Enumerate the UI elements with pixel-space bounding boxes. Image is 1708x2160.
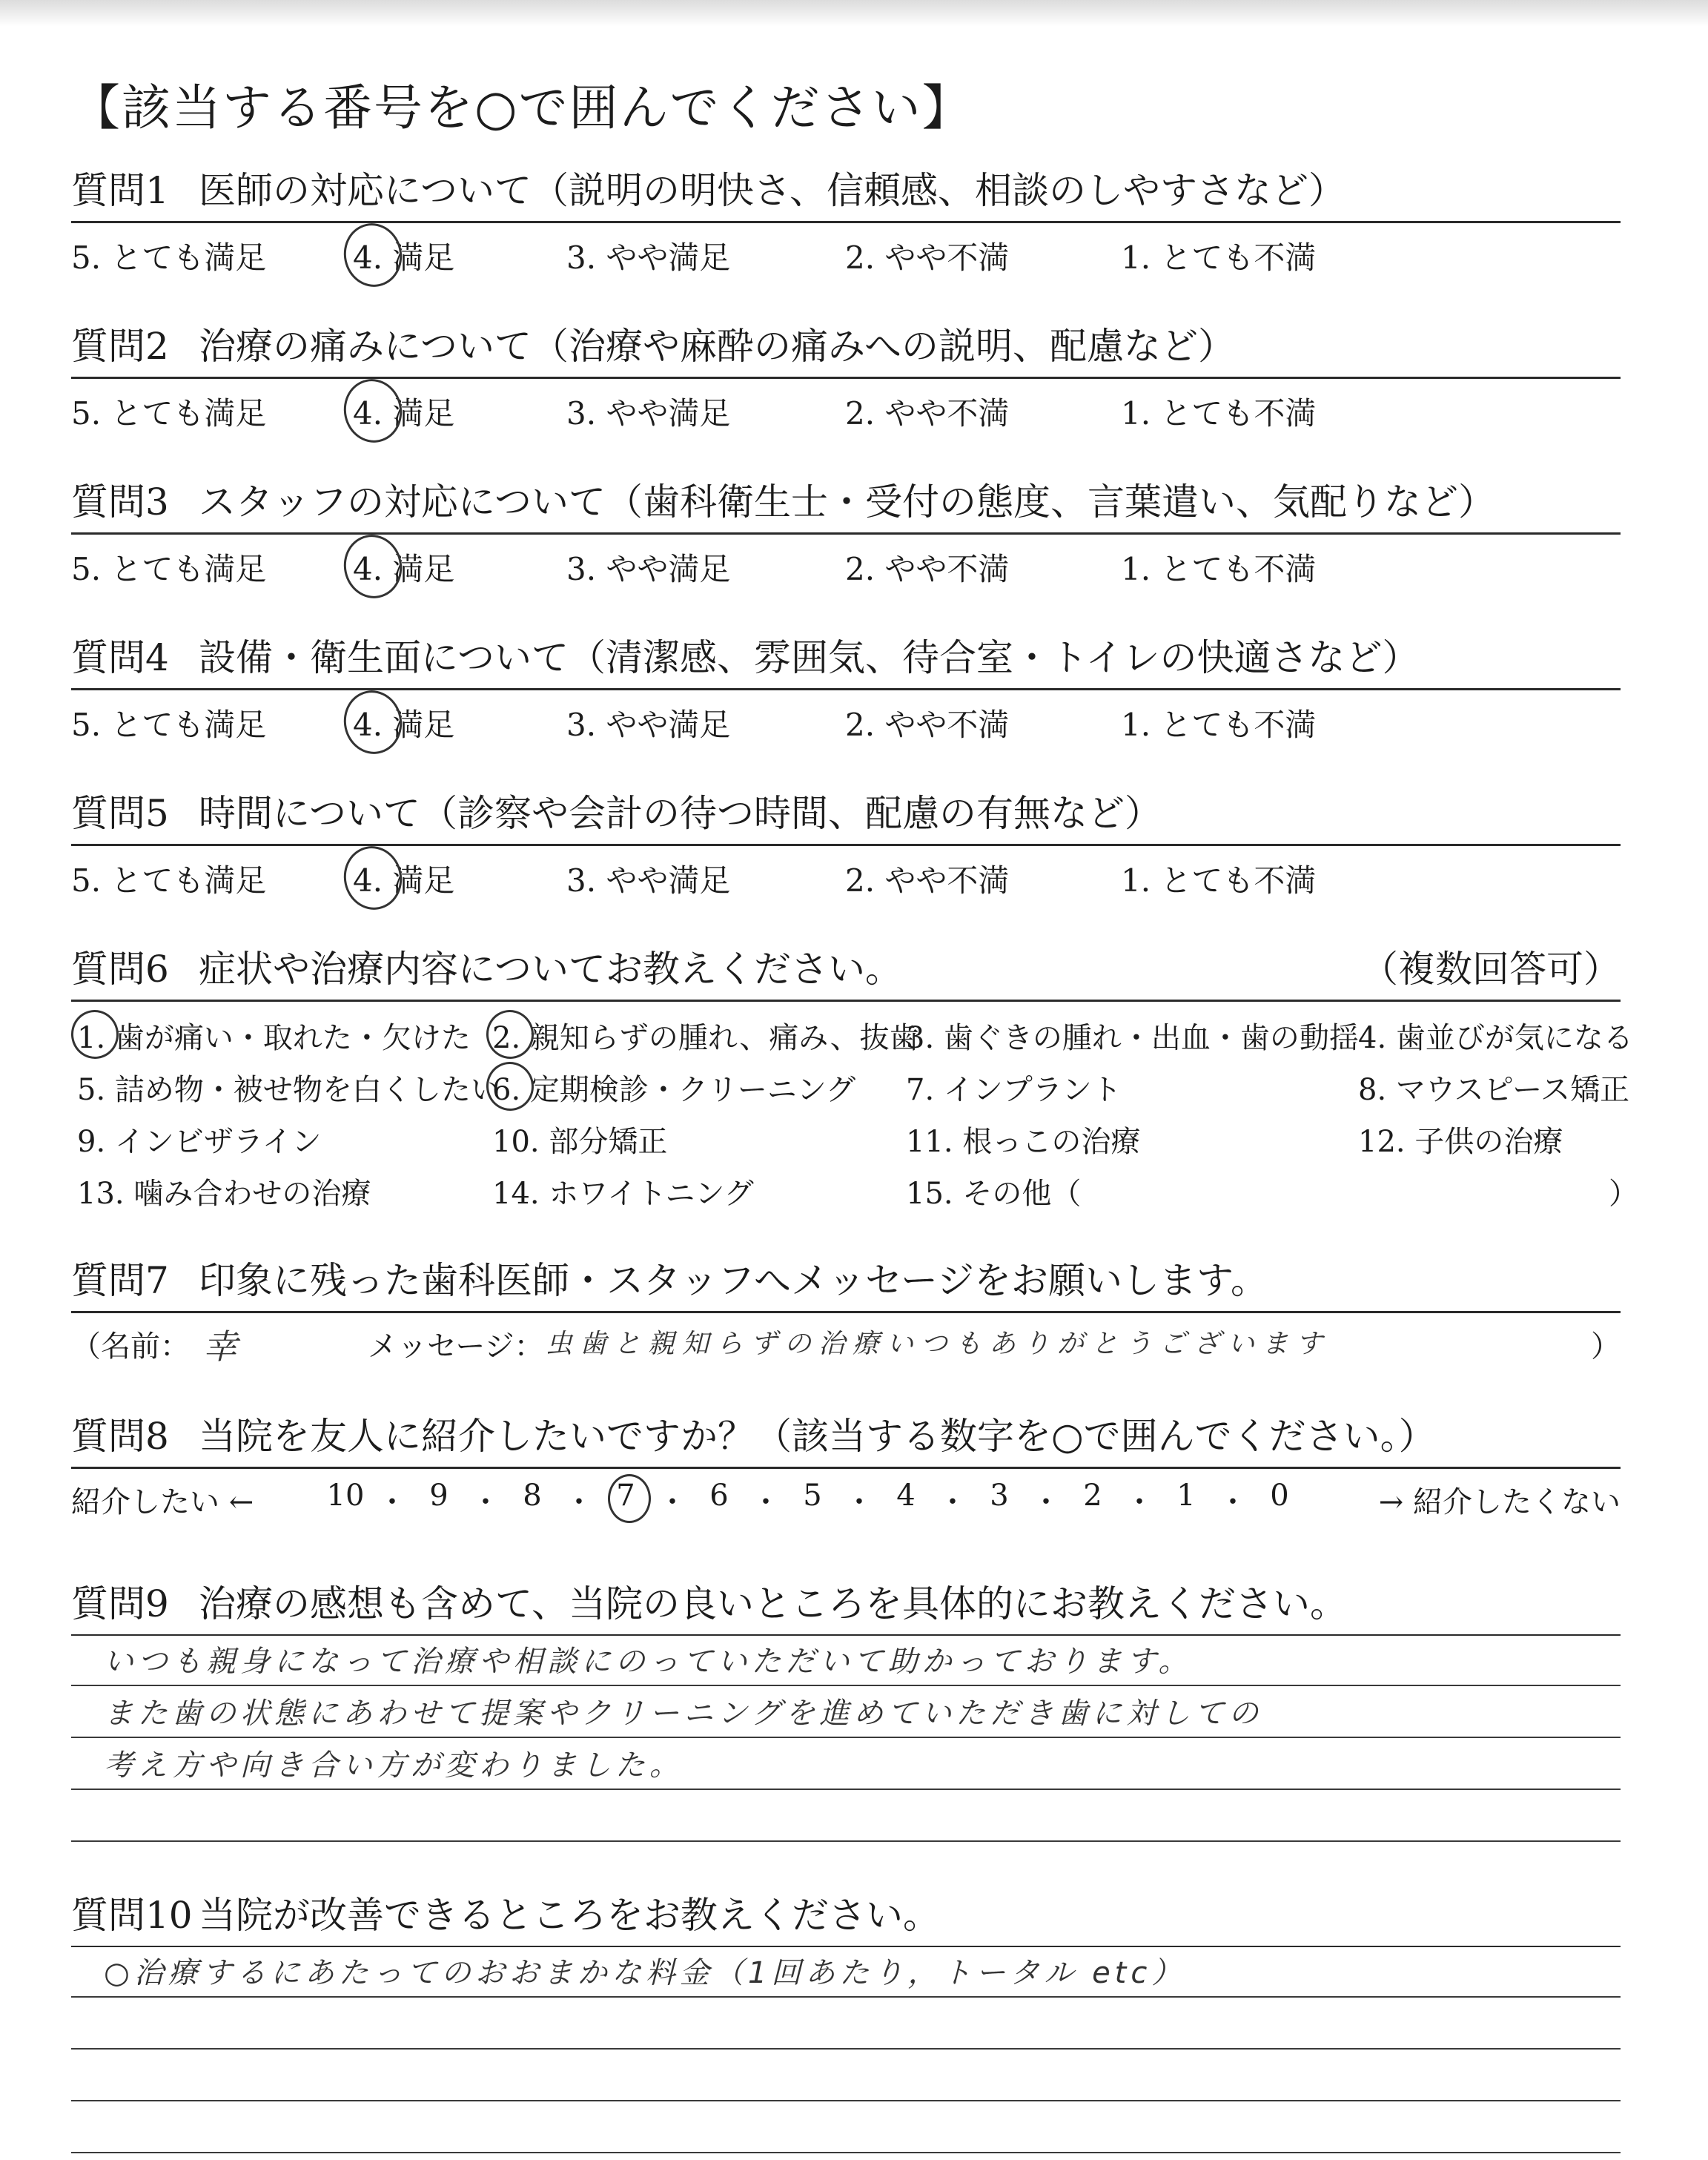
handwritten-text: また歯の状態にあわせて提案やクリーニングを進めていただき歯に対しての bbox=[104, 1697, 1263, 1731]
answer-option[interactable]: 3. やや満足 bbox=[566, 395, 731, 432]
scale-separator: ・ bbox=[844, 1485, 874, 1519]
answer-option[interactable]: 2. やや不満 bbox=[845, 707, 1010, 743]
other-close-paren: ） bbox=[1609, 1177, 1638, 1211]
scale-separator: ・ bbox=[658, 1485, 687, 1519]
scale-number[interactable]: 8 bbox=[523, 1479, 542, 1513]
question-rule bbox=[71, 1000, 1621, 1002]
symptom-option[interactable]: 11. 根っこの治療 bbox=[906, 1125, 1141, 1159]
answer-option[interactable]: 3. やや満足 bbox=[566, 240, 731, 276]
question-number: 質問1 bbox=[71, 169, 169, 212]
question-7 bbox=[71, 1255, 1621, 1313]
symptom-option[interactable]: 1. 歯が痛い・取れた・欠けた bbox=[77, 1014, 471, 1057]
question-number: 質問10 bbox=[71, 1894, 193, 1937]
question-text: 印象に残った歯科医師・スタッフへメッセージをお願いします。 bbox=[199, 1259, 1268, 1302]
question-3 bbox=[71, 476, 1621, 594]
scale-separator: ・ bbox=[1125, 1485, 1154, 1519]
answer-line bbox=[71, 1738, 1621, 1790]
answer-option[interactable]: 3. やや満足 bbox=[566, 707, 731, 743]
answer-options bbox=[71, 690, 1621, 750]
selection-circle bbox=[338, 529, 408, 604]
selection-circle bbox=[338, 685, 408, 759]
selection-circle bbox=[338, 841, 408, 915]
question-number: 質問5 bbox=[71, 792, 169, 835]
selection-circle bbox=[338, 374, 408, 448]
question-text: 時間について（診察や会計の待つ時間、配慮の有無など） bbox=[199, 792, 1162, 835]
answer-option[interactable]: 4. 満足 bbox=[353, 545, 454, 589]
scale-right-label: → 紹介したくない bbox=[1378, 1485, 1621, 1519]
symptom-option[interactable]: 13. 噛み合わせの治療 bbox=[77, 1177, 371, 1211]
symptom-option[interactable]: 8. マウスピース矯正 bbox=[1358, 1073, 1630, 1107]
scale-number[interactable]: 5 bbox=[803, 1479, 822, 1513]
answer-option[interactable]: 2. やや不満 bbox=[845, 862, 1010, 899]
question-1 bbox=[71, 165, 1621, 283]
question-2 bbox=[71, 320, 1621, 438]
answer-options bbox=[71, 379, 1621, 438]
question-text: 治療の感想も含めて、当院の良いところを具体的にお教えください。 bbox=[199, 1582, 1347, 1625]
answer-option[interactable]: 5. とても満足 bbox=[71, 862, 267, 899]
symptom-option[interactable]: 15. その他（ bbox=[906, 1177, 1082, 1211]
selection-circle bbox=[68, 1007, 122, 1062]
scan-top-edge bbox=[0, 0, 1708, 27]
question-rule bbox=[71, 1467, 1621, 1469]
question-number: 質問3 bbox=[71, 480, 169, 524]
symptom-option[interactable]: 4. 歯並びが気になる bbox=[1358, 1021, 1633, 1055]
answer-option[interactable]: 1. とても不満 bbox=[1121, 551, 1317, 587]
answer-option[interactable]: 5. とても満足 bbox=[71, 395, 267, 432]
scale-number[interactable]: 6 bbox=[709, 1479, 729, 1513]
symptom-option[interactable]: 5. 詰め物・被せ物を白くしたい bbox=[77, 1073, 500, 1107]
answer-option[interactable]: 3. やや満足 bbox=[566, 551, 731, 587]
scale-number[interactable]: 1 bbox=[1176, 1479, 1196, 1513]
page-heading: 【該当する番号を○で囲んでください】 bbox=[71, 79, 973, 136]
question-text: 当院を友人に紹介したいですか？（該当する数字を○で囲んでください。） bbox=[199, 1415, 1436, 1458]
name-value: 幸 bbox=[203, 1327, 242, 1367]
question-8 bbox=[71, 1410, 1621, 1469]
scale-separator: ・ bbox=[471, 1485, 500, 1519]
q9-answer-area bbox=[71, 1634, 1621, 1842]
scale-separator: ・ bbox=[564, 1485, 594, 1519]
answer-line bbox=[71, 2101, 1621, 2153]
message-label: メッセージ： bbox=[368, 1330, 544, 1364]
answer-line bbox=[71, 1686, 1621, 1738]
question-number: 質問7 bbox=[71, 1259, 169, 1302]
answer-option[interactable]: 3. やや満足 bbox=[566, 862, 731, 899]
question-text: 治療の痛みについて（治療や麻酔の痛みへの説明、配慮など） bbox=[199, 325, 1235, 368]
answer-option[interactable]: 2. やや不満 bbox=[845, 551, 1010, 587]
question-10 bbox=[71, 1889, 1621, 1947]
question-number: 質問9 bbox=[71, 1582, 169, 1625]
question-rule bbox=[71, 1311, 1621, 1313]
question-text: 症状や治療内容についてお教えください。 bbox=[199, 948, 902, 991]
multiple-answers-note: （複数回答可） bbox=[1361, 948, 1621, 991]
symptom-option[interactable]: 6. 定期検診・クリーニング bbox=[492, 1066, 855, 1109]
scale-number[interactable]: 3 bbox=[990, 1479, 1009, 1513]
scale-number[interactable]: 2 bbox=[1083, 1479, 1102, 1513]
symptom-option[interactable]: 7. インプラント bbox=[906, 1073, 1122, 1107]
handwritten-text: 考え方や向き合い方が変わりました。 bbox=[104, 1748, 683, 1783]
answer-option[interactable]: 4. 満足 bbox=[353, 234, 454, 278]
symptom-option[interactable]: 9. インビザライン bbox=[77, 1125, 322, 1159]
answer-option[interactable]: 4. 満足 bbox=[353, 389, 454, 434]
answer-option[interactable]: 4. 満足 bbox=[353, 856, 454, 901]
handwritten-text: いつも親身になって治療や相談にのっていただいて助かっております。 bbox=[104, 1645, 1193, 1679]
question-5 bbox=[71, 787, 1621, 905]
scale-left-label: 紹介したい ← bbox=[71, 1485, 254, 1519]
scale-number[interactable]: 7 bbox=[603, 1479, 648, 1513]
answer-options bbox=[71, 223, 1621, 283]
answer-options bbox=[71, 535, 1621, 594]
question-6 bbox=[71, 943, 1621, 1002]
scale-separator: ・ bbox=[751, 1485, 781, 1519]
scale-number[interactable]: 9 bbox=[429, 1479, 448, 1513]
scale-number[interactable]: 10 bbox=[326, 1479, 365, 1513]
answer-option[interactable]: 5. とても満足 bbox=[71, 707, 267, 743]
message-value: 虫歯と親知らずの治療いつもありがとうございます bbox=[546, 1329, 1331, 1359]
selection-circle bbox=[338, 218, 408, 292]
answer-line bbox=[71, 2050, 1621, 2101]
answer-option[interactable]: 2. やや不満 bbox=[845, 395, 1010, 432]
answer-line bbox=[71, 1634, 1621, 1686]
symptom-option[interactable]: 3. 歯ぐきの腫れ・出血・歯の動揺 bbox=[906, 1021, 1359, 1055]
scale-separator: ・ bbox=[938, 1485, 967, 1519]
answer-option[interactable]: 1. とても不満 bbox=[1121, 862, 1317, 899]
answer-line bbox=[71, 1790, 1621, 1842]
question-9 bbox=[71, 1578, 1621, 1636]
handwritten-text: ○治療するにあたってのおおまかな料金（1回あたり，トータル etc） bbox=[104, 1956, 1186, 1990]
scale-number[interactable]: 4 bbox=[896, 1479, 916, 1513]
answer-option[interactable]: 4. 満足 bbox=[353, 701, 454, 745]
selection-circle bbox=[608, 1474, 651, 1523]
question-4 bbox=[71, 632, 1621, 750]
answer-option[interactable]: 1. とても不満 bbox=[1121, 707, 1317, 743]
question-text: スタッフの対応について（歯科衛生士・受付の態度、言葉遣い、気配りなど） bbox=[199, 480, 1495, 524]
scale-separator: ・ bbox=[1218, 1485, 1248, 1519]
symptom-option[interactable]: 2. 親知らずの腫れ、痛み、抜歯 bbox=[492, 1014, 919, 1057]
question-text: 当院が改善できるところをお教えください。 bbox=[199, 1894, 940, 1937]
question-number: 質問4 bbox=[71, 636, 169, 679]
question-text: 設備・衛生面について（清潔感、雰囲気、待合室・トイレの快適さなど） bbox=[199, 636, 1420, 679]
answer-option[interactable]: 1. とても不満 bbox=[1121, 395, 1317, 432]
symptom-option[interactable]: 14. ホワイトニング bbox=[492, 1177, 754, 1211]
answer-option[interactable]: 5. とても満足 bbox=[71, 240, 267, 276]
question-number: 質問6 bbox=[71, 948, 169, 991]
name-label: （名前： bbox=[71, 1330, 190, 1364]
question-number: 質問2 bbox=[71, 325, 169, 368]
message-close: ） bbox=[1591, 1330, 1621, 1364]
answer-option[interactable]: 5. とても満足 bbox=[71, 551, 267, 587]
answer-line bbox=[71, 1998, 1621, 2050]
scale-separator: ・ bbox=[377, 1485, 407, 1519]
symptom-option[interactable]: 10. 部分矯正 bbox=[492, 1125, 668, 1159]
scale-number[interactable]: 0 bbox=[1270, 1479, 1289, 1513]
answer-options bbox=[71, 846, 1621, 905]
recommend-scale bbox=[71, 1479, 1621, 1523]
question-number: 質問8 bbox=[71, 1415, 169, 1458]
q10-answer-area bbox=[71, 1946, 1621, 2153]
scale-separator: ・ bbox=[1031, 1485, 1061, 1519]
selection-circle bbox=[483, 1007, 537, 1062]
question-text: 医師の対応について（説明の明快さ、信頼感、相談のしやすさなど） bbox=[199, 169, 1345, 212]
answer-option[interactable]: 2. やや不満 bbox=[845, 240, 1010, 276]
answer-option[interactable]: 1. とても不満 bbox=[1121, 240, 1317, 276]
answer-line bbox=[71, 1946, 1621, 1998]
symptom-option[interactable]: 12. 子供の治療 bbox=[1358, 1125, 1563, 1159]
